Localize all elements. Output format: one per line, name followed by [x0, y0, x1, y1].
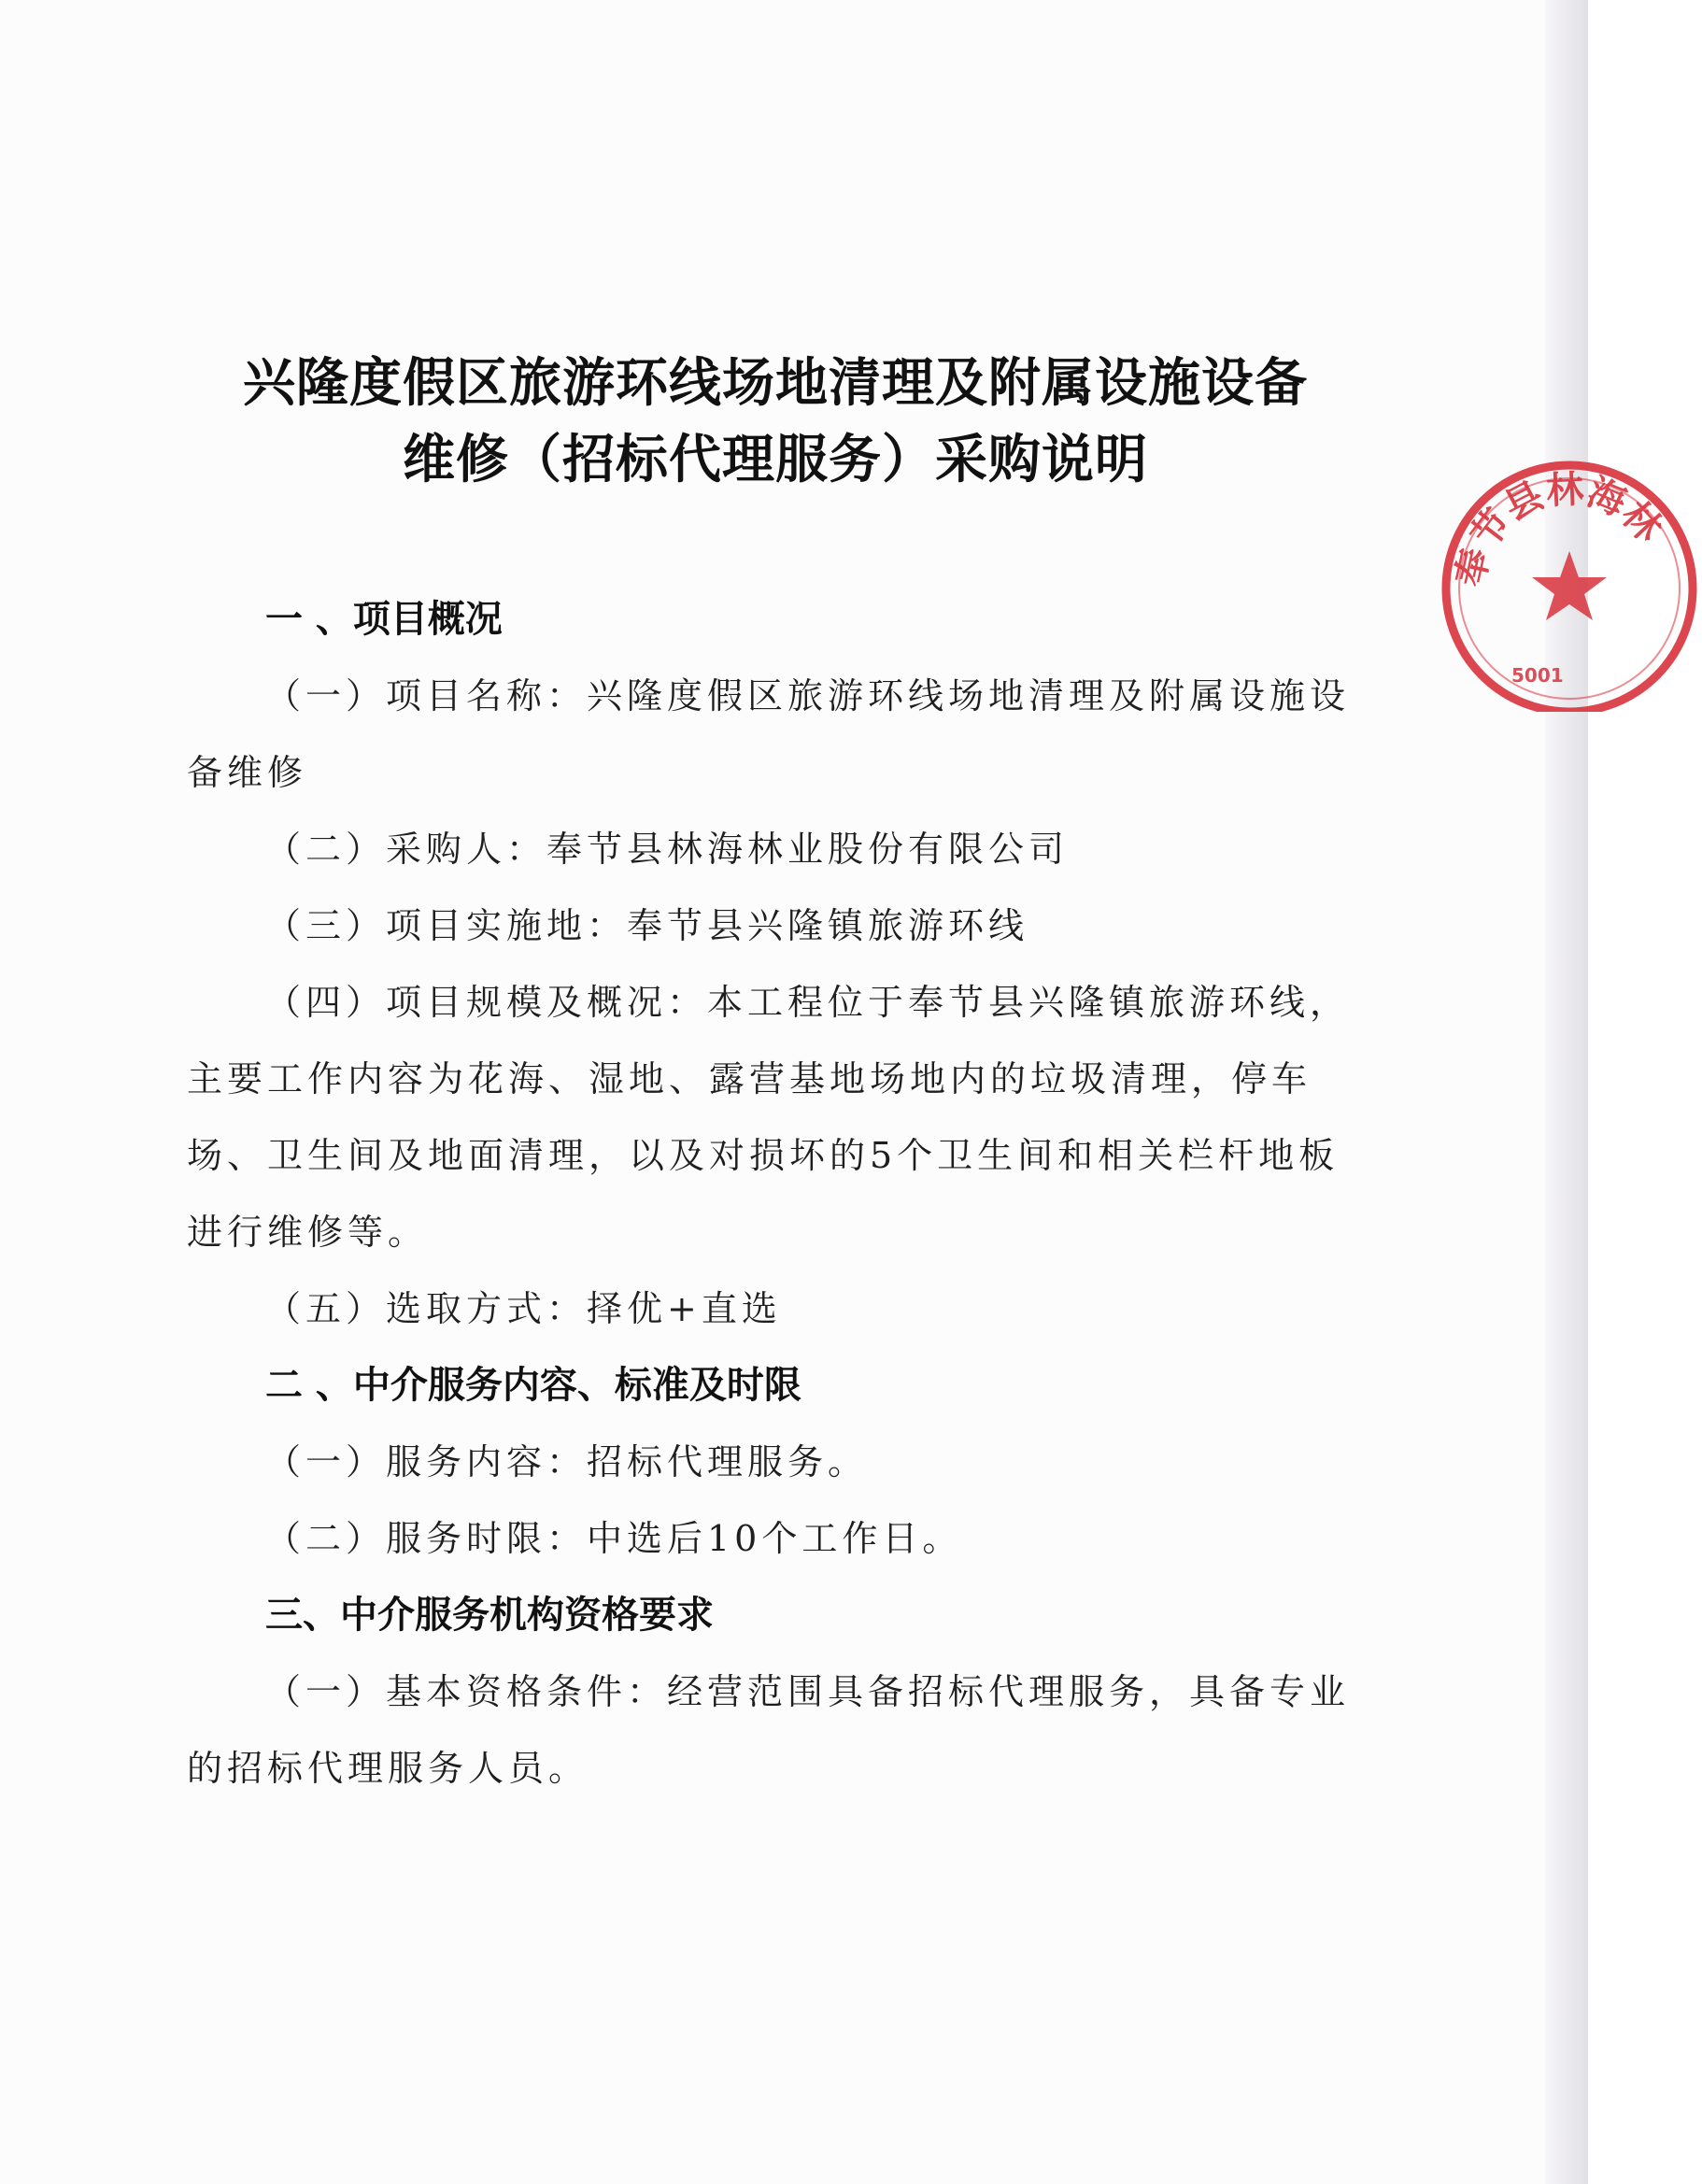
seal-number: 5001	[1511, 664, 1564, 687]
title-line-1: 兴隆度假区旅游环线场地清理及附属设施设备	[243, 353, 1308, 414]
section-heading-overview: 一 、项目概况	[265, 598, 503, 641]
document-body	[187, 346, 1364, 1807]
document-title	[187, 346, 1364, 499]
paragraph-selection-method: （五）选取方式：择优+直选	[265, 1288, 782, 1329]
section-heading-qualifications: 三、中介服务机构资格要求	[265, 1594, 714, 1637]
paragraph-service-content: （一）服务内容：招标代理服务。	[265, 1441, 869, 1482]
title-line-2: 维修（招标代理服务）采购说明	[403, 430, 1148, 490]
paragraph-service-duration: （二）服务时限：中选后10个工作日。	[265, 1518, 963, 1559]
paragraph-location: （三）项目实施地：奉节县兴隆镇旅游环线	[265, 905, 1029, 946]
scan-edge-shadow	[1545, 0, 1588, 2184]
paragraph-scope: （四）项目规模及概况：本工程位于奉节县兴隆镇旅游环线，主要工作内容为花海、湿地、露营基地场地内的垃圾清理，停车场、卫生间及地面清理，以及对损坏的5个卫生间和相关栏杆地板进行维修等。	[187, 982, 1351, 1253]
official-seal	[1422, 432, 1702, 712]
section-heading-services: 二 、中介服务内容、标准及时限	[265, 1364, 801, 1407]
paragraph-basic-qualification: （一）基本资格条件：经营范围具备招标代理服务，具备专业的招标代理服务人员。	[187, 1671, 1351, 1789]
paragraph-project-name: （一）项目名称：兴隆度假区旅游环线场地清理及附属设施设备维修	[187, 675, 1351, 793]
seal-text: 奉节县林海林	[1448, 468, 1670, 590]
paragraph-purchaser: （二）采购人：奉节县林海林业股份有限公司	[265, 829, 1070, 870]
